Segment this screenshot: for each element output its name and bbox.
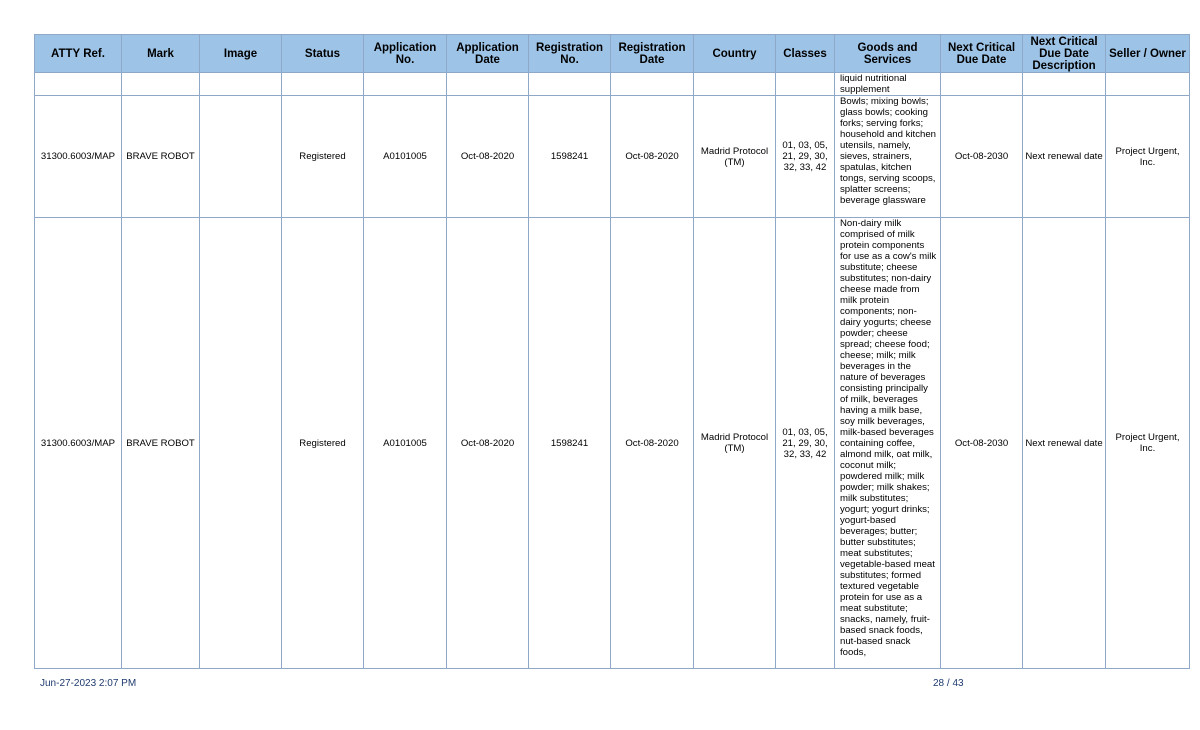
cell-seller-owner: Project Urgent, Inc. xyxy=(1106,218,1190,669)
cell-empty xyxy=(694,73,776,96)
header-status: Status xyxy=(282,35,364,73)
cell-empty xyxy=(1023,73,1106,96)
cell-seller-owner: Project Urgent, Inc. xyxy=(1106,96,1190,218)
cell-empty xyxy=(35,73,122,96)
cell-goods-services: liquid nutritional supplement xyxy=(835,73,941,96)
cell-empty xyxy=(122,73,200,96)
cell-application-date: Oct-08-2020 xyxy=(447,96,529,218)
cell-empty xyxy=(529,73,611,96)
cell-application-no: A0101005 xyxy=(364,218,447,669)
cell-registration-date: Oct-08-2020 xyxy=(611,96,694,218)
header-registration-date: Registration Date xyxy=(611,35,694,73)
header-next-critical-due-date: Next Critical Due Date xyxy=(941,35,1023,73)
header-next-critical-due-date-description: Next Critical Due Date Description xyxy=(1023,35,1106,73)
cell-mark: BRAVE ROBOT xyxy=(122,96,200,218)
header-application-date: Application Date xyxy=(447,35,529,73)
cell-status: Registered xyxy=(282,96,364,218)
cell-registration-no: 1598241 xyxy=(529,218,611,669)
cell-next-critical-due-date-description: Next renewal date xyxy=(1023,218,1106,669)
cell-classes: 01, 03, 05, 21, 29, 30, 32, 33, 42 xyxy=(776,218,835,669)
header-classes: Classes xyxy=(776,35,835,73)
cell-status: Registered xyxy=(282,218,364,669)
cell-application-date: Oct-08-2020 xyxy=(447,218,529,669)
cell-next-critical-due-date: Oct-08-2030 xyxy=(941,218,1023,669)
cell-empty xyxy=(282,73,364,96)
cell-empty xyxy=(776,73,835,96)
table-row xyxy=(35,96,1190,218)
header-mark: Mark xyxy=(122,35,200,73)
cell-empty xyxy=(200,73,282,96)
cell-next-critical-due-date-description: Next renewal date xyxy=(1023,96,1106,218)
footer-timestamp: Jun-27-2023 2:07 PM xyxy=(40,678,137,689)
cell-empty xyxy=(447,73,529,96)
cell-image xyxy=(200,218,282,669)
trademark-table xyxy=(34,34,1190,669)
header-country: Country xyxy=(694,35,776,73)
cell-atty-ref: 31300.6003/MAP xyxy=(35,218,122,669)
cell-mark: BRAVE ROBOT xyxy=(122,218,200,669)
cell-goods-services: Non-dairy milk comprised of milk protein components for use as a cow's milk substitute; cheese substitutes; non-dairy cheese made from milk protein components; non-dairy yogurts; cheese powder; cheese spread; cheese food; cheese; milk; milk beverages in the nature of beverages consisting principally of milk, beverages having a milk base, soy milk beverages, milk-based beverages containing coffee, almond milk, oat milk, coconut milk; powdered milk; milk powder; milk shakes; milk substitutes; yogurt; yogurt drinks; yogurt-based beverages; butter; butter substitutes; meat substitutes; vegetable-based meat substitutes; formed textured vegetable protein for use as a meat substitute; snacks, namely, fruit-based snack foods, nut-based snack foods, xyxy=(835,218,941,669)
table-header-row xyxy=(35,35,1190,73)
cell-empty xyxy=(1106,73,1190,96)
header-seller-owner: Seller / Owner xyxy=(1106,35,1190,73)
cell-registration-no: 1598241 xyxy=(529,96,611,218)
cell-empty xyxy=(611,73,694,96)
cell-image xyxy=(200,96,282,218)
cell-country: Madrid Protocol (TM) xyxy=(694,218,776,669)
header-atty-ref: ATTY Ref. xyxy=(35,35,122,73)
table-row xyxy=(35,218,1190,669)
cell-application-no: A0101005 xyxy=(364,96,447,218)
cell-country: Madrid Protocol (TM) xyxy=(694,96,776,218)
cell-next-critical-due-date: Oct-08-2030 xyxy=(941,96,1023,218)
header-goods-services: Goods and Services xyxy=(835,35,941,73)
header-image: Image xyxy=(200,35,282,73)
footer-page-number: 28 / 43 xyxy=(933,678,964,689)
header-registration-no: Registration No. xyxy=(529,35,611,73)
cell-goods-services: Bowls; mixing bowls; glass bowls; cooking forks; serving forks; household and kitchen utensils, namely, sieves, strainers, spatulas, kitchen tongs, serving scoops, splatter screens; beverage glassware xyxy=(835,96,941,218)
cell-empty xyxy=(364,73,447,96)
cell-classes: 01, 03, 05, 21, 29, 30, 32, 33, 42 xyxy=(776,96,835,218)
header-application-no: Application No. xyxy=(364,35,447,73)
cell-atty-ref: 31300.6003/MAP xyxy=(35,96,122,218)
cell-empty xyxy=(941,73,1023,96)
cell-registration-date: Oct-08-2020 xyxy=(611,218,694,669)
table-row-continuation xyxy=(35,73,1190,96)
